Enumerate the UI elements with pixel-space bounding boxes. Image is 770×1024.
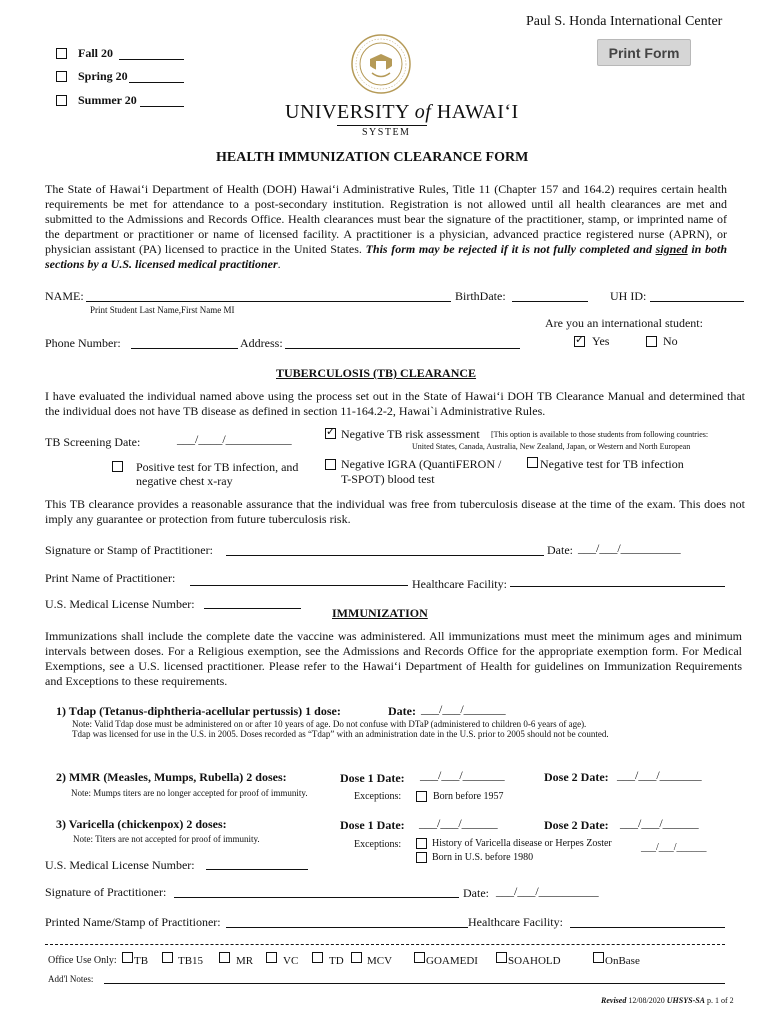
mmr-note: Note: Mumps titers are no longer accepted for proof of immunity. <box>71 788 308 798</box>
positive-test-checkbox[interactable] <box>112 461 123 472</box>
office-td-checkbox[interactable] <box>312 952 323 963</box>
mmr-label: 2) MMR (Measles, Mumps, Rubella) 2 doses: <box>56 770 287 784</box>
office-soahold-checkbox[interactable] <box>496 952 507 963</box>
term-fall-year-field[interactable] <box>119 59 184 60</box>
footer-revision: Revised 12/08/2020 UHSYS-SA p. 1 of 2 <box>601 996 734 1005</box>
imm-license-label: U.S. Medical License Number: <box>45 858 195 872</box>
imm-date-field[interactable]: ___/___/__________ <box>496 884 599 898</box>
office-notes-field[interactable] <box>104 983 725 984</box>
tdap-date-field[interactable]: ___/___/_______ <box>421 702 506 716</box>
form-title: HEALTH IMMUNIZATION CLEARANCE FORM <box>216 150 529 165</box>
office-tb-checkbox[interactable] <box>122 952 133 963</box>
uhid-field[interactable] <box>650 301 744 302</box>
tb-print-name-label: Print Name of Practitioner: <box>45 571 176 585</box>
intro-paragraph: The State of Hawaiʻi Department of Health (DOH) Hawaiʻi Administrative Rules, Title 11 (Chapter 157 and 164.2) requires certain health requirements be met for attendance to a post-secondary institution. Registration is not allowed until all health clearances are met and submitted to the Admissions and Records Office. Health clearances must bear the signature of the practitioner, stamp, or imprinted name of the department or practitioner or name of licensed facility. A practitioner is a physician, advanced practice registered nurse (APRN), or physician assistant (PA) licensed to practice in the United States. This form may be rejected if it is not fully completed and signed in both sections by a U.S. licensed medical practitioner. <box>45 182 728 271</box>
term-spring-year-field[interactable] <box>129 82 184 83</box>
mmr-dose1-label: Dose 1 Date: <box>340 771 405 785</box>
term-summer-year-field[interactable] <box>140 106 184 107</box>
neg-infection-checkbox[interactable] <box>527 457 538 468</box>
office-goamedi-checkbox[interactable] <box>414 952 425 963</box>
tb-facility-label: Healthcare Facility: <box>412 577 507 591</box>
intl-yes-label: Yes <box>592 334 610 348</box>
office-goamedi-label: GOAMEDI <box>426 955 478 967</box>
tb-date-field[interactable]: ___/___/__________ <box>578 541 681 555</box>
office-vc-checkbox[interactable] <box>266 952 277 963</box>
term-spring-checkbox[interactable] <box>56 71 67 82</box>
imm-facility-field[interactable] <box>570 927 725 928</box>
office-onbase-label: OnBase <box>605 955 640 967</box>
imm-printed-field[interactable] <box>226 927 468 928</box>
neg-infection-label: Negative test for TB infection <box>540 457 684 471</box>
mmr-exception-label: Born before 1957 <box>433 791 504 802</box>
name-hint: Print Student Last Name,First Name MI <box>90 305 235 315</box>
tb-statement: I have evaluated the individual named above using the process set out in the State of Hawaiʻi DOH TB Clearance Manual and determined that the individual does not have TB disease as defined in section 11-164.2-2, Hawai`i Administrative Rules. <box>45 389 745 418</box>
tdap-note-2: Tdap was licensed for use in the U.S. in 2005. Doses recorded as “Tdap” with an administration date in the U.S. prior to 2005 should not be counted. <box>72 729 609 739</box>
tb-print-name-field[interactable] <box>190 585 408 586</box>
mmr-exceptions-label: Exceptions: <box>354 791 402 802</box>
imm-sig-label: Signature of Practitioner: <box>45 885 167 899</box>
tb-screening-date-field[interactable]: ___/____/___________ <box>177 432 292 446</box>
uhid-label: UH ID: <box>610 289 647 303</box>
neg-risk-note-1: [This option is available to those students from following countries: <box>491 430 709 439</box>
term-spring-label: Spring 20 <box>78 69 128 83</box>
positive-test-label-2: negative chest x-ray <box>136 474 233 488</box>
neg-risk-label: Negative TB risk assessment <box>341 427 480 441</box>
name-field[interactable] <box>86 301 451 302</box>
intl-no-checkbox[interactable] <box>646 336 657 347</box>
mmr-dose1-field[interactable]: ___/___/_______ <box>420 768 505 782</box>
neg-risk-checkbox[interactable] <box>325 428 336 439</box>
office-td-label: TD <box>329 955 344 967</box>
tb-sig-field[interactable] <box>226 555 544 556</box>
office-mcv-checkbox[interactable] <box>351 952 362 963</box>
immunization-heading: IMMUNIZATION <box>332 606 428 620</box>
positive-test-label-1: Positive test for TB infection, and <box>136 460 299 474</box>
varicella-history-date-field[interactable]: ___/___/______ <box>641 842 707 853</box>
office-onbase-checkbox[interactable] <box>593 952 604 963</box>
office-use-divider <box>45 944 725 945</box>
intl-no-label: No <box>663 334 678 348</box>
tb-screening-label: TB Screening Date: <box>45 435 141 449</box>
mmr-dose2-field[interactable]: ___/___/_______ <box>617 768 702 782</box>
term-fall-checkbox[interactable] <box>56 48 67 59</box>
neg-risk-note-2: United States, Canada, Australia, New Zealand, Japan, or Western and North European <box>412 442 691 451</box>
tb-facility-field[interactable] <box>510 586 725 587</box>
term-summer-checkbox[interactable] <box>56 95 67 106</box>
varicella-dose1-label: Dose 1 Date: <box>340 818 405 832</box>
center-name: Paul S. Honda International Center <box>526 14 723 29</box>
office-mcv-label: MCV <box>367 955 393 967</box>
term-fall-label: Fall 20 <box>78 46 113 60</box>
tb-assurance: This TB clearance provides a reasonable assurance that the individual was free from tuberculosis disease at the time of the exam. This does not imply any guarantee or protection from future tuberculosis risk. <box>45 497 745 526</box>
varicella-exception-2: Born in U.S. before 1980 <box>432 852 534 863</box>
imm-sig-field[interactable] <box>174 897 459 898</box>
tb-license-field[interactable] <box>204 608 301 609</box>
varicella-dose2-field[interactable]: ___/___/______ <box>620 816 699 830</box>
varicella-label: 3) Varicella (chickenpox) 2 doses: <box>56 817 227 831</box>
office-tb15-checkbox[interactable] <box>162 952 173 963</box>
neg-igra-label-2: T-SPOT) blood test <box>341 472 435 486</box>
office-mr-checkbox[interactable] <box>219 952 230 963</box>
name-label: NAME: <box>45 289 84 303</box>
office-tb15-label: TB15 <box>178 955 204 967</box>
birthdate-field[interactable] <box>512 301 588 302</box>
tdap-date-label: Date: <box>388 704 416 718</box>
immunization-intro: Immunizations shall include the complete date the vaccine was administered. All immunizations must meet the minimum ages and minimum intervals between doses. For a Religious exemption, see the Admissions and Records Office for the appropriate exemption form. For Medical Exemptions, see a U.S. licensed practitioner. Please refer to the Hawaiʻi Department of Health for guidelines on Immunization Requirements and Exceptions to these requirements. <box>45 629 742 688</box>
varicella-dose2-label: Dose 2 Date: <box>544 818 609 832</box>
tdap-label: 1) Tdap (Tetanus-diphtheria-acellular pertussis) 1 dose: <box>56 704 341 718</box>
address-label: Address: <box>240 336 283 350</box>
neg-igra-checkbox[interactable] <box>325 459 336 470</box>
tb-date-label: Date: <box>547 543 573 557</box>
tb-heading: TUBERCULOSIS (TB) CLEARANCE <box>276 366 477 380</box>
imm-date-label: Date: <box>463 886 489 900</box>
varicella-born-us-checkbox[interactable] <box>416 852 427 863</box>
address-field[interactable] <box>285 348 520 349</box>
imm-printed-label: Printed Name/Stamp of Practitioner: <box>45 915 221 929</box>
varicella-dose1-field[interactable]: ___/___/______ <box>419 816 498 830</box>
tdap-note-1: Note: Valid Tdap dose must be administered on or after 10 years of age. Do not confuse with DTaP (administered to children 0-6 years of age). <box>72 719 587 729</box>
neg-igra-label-1: Negative IGRA (QuantiFERON / <box>341 457 502 471</box>
imm-facility-label: Healthcare Facility: <box>468 915 563 929</box>
office-vc-label: VC <box>283 955 299 967</box>
university-system-label: SYSTEM <box>362 127 411 138</box>
office-notes-label: Add'l Notes: <box>48 974 94 984</box>
tb-license-label: U.S. Medical License Number: <box>45 597 195 611</box>
university-divider <box>337 125 427 126</box>
term-summer-label: Summer 20 <box>78 93 137 107</box>
birthdate-label: BirthDate: <box>455 289 506 303</box>
intl-student-question: Are you an international student: <box>545 316 703 330</box>
varicella-exception-1: History of Varicella disease or Herpes Zoster <box>432 838 612 849</box>
office-soahold-label: SOAHOLD <box>508 955 561 967</box>
imm-license-field[interactable] <box>206 869 308 870</box>
tb-sig-label: Signature or Stamp of Practitioner: <box>45 543 213 557</box>
university-seal-logo <box>350 33 412 95</box>
office-mr-label: MR <box>236 955 254 967</box>
varicella-exceptions-label: Exceptions: <box>354 839 402 850</box>
office-use-label: Office Use Only: <box>48 955 117 966</box>
phone-label: Phone Number: <box>45 336 121 350</box>
mmr-dose2-label: Dose 2 Date: <box>544 770 609 784</box>
varicella-note: Note: Titers are not accepted for proof of immunity. <box>73 834 260 844</box>
phone-field[interactable] <box>131 348 238 349</box>
university-name: UNIVERSITY of HAWAIʻI <box>285 101 519 123</box>
mmr-born-before-1957-checkbox[interactable] <box>416 791 427 802</box>
office-tb-label: TB <box>134 955 149 967</box>
varicella-history-checkbox[interactable] <box>416 838 427 849</box>
intl-yes-checkbox[interactable] <box>574 336 585 347</box>
print-form-button[interactable]: Print Form <box>597 39 691 66</box>
